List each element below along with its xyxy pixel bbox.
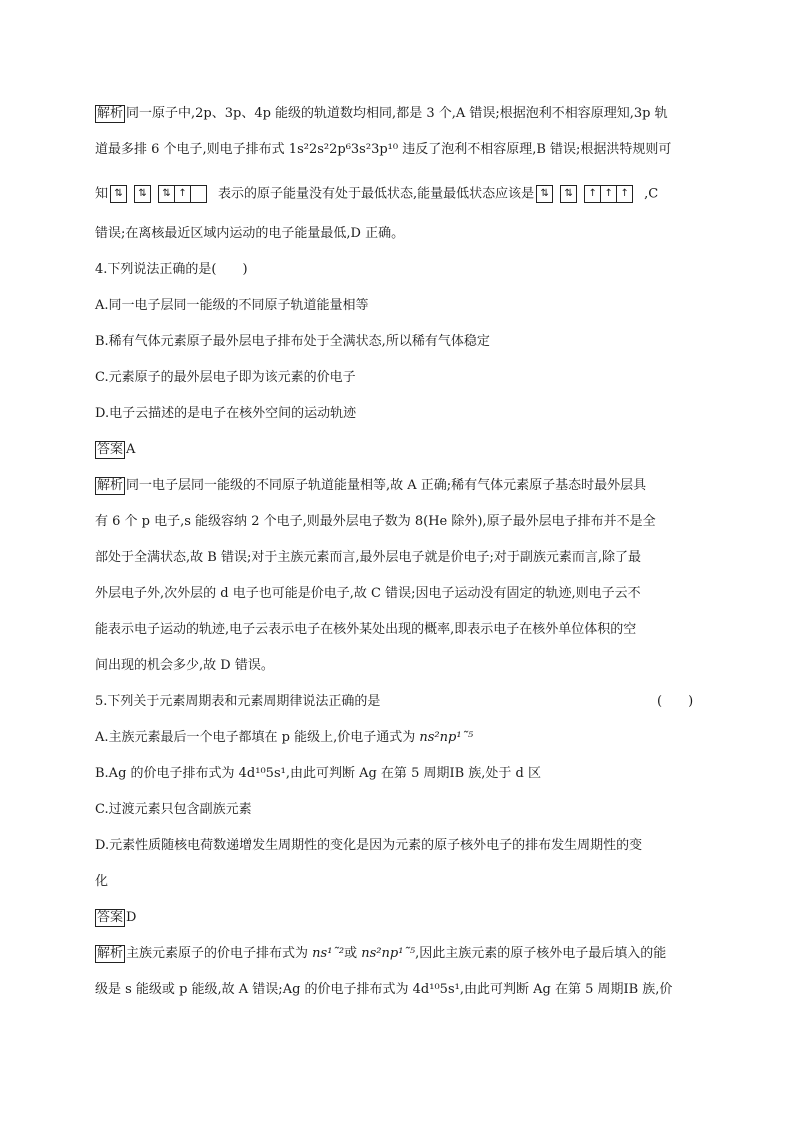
- q4-option-d: D.电子云描述的是电子在核外空间的运动轨迹: [95, 406, 357, 421]
- orbital-box: ↑: [174, 185, 191, 203]
- q4-answer: 答案 A: [97, 442, 136, 457]
- answer-tag: 答案: [97, 910, 124, 925]
- orbital-box: ⇅: [110, 185, 127, 203]
- q4-explanation-line-4: 外层电子外,次外层的 d 电子也可能是价电子,故 C 错误;因电子运动没有固定的轨迹,则电子云不: [95, 586, 641, 601]
- q4-option-b: B.稀有气体元素原子最外层电子排布处于全满状态,所以稀有气体稳定: [95, 334, 490, 349]
- orbital-box: ↑: [616, 185, 633, 203]
- q4-option-a: A.同一电子层同一能级的不同原子轨道能量相等: [95, 298, 369, 313]
- q5-answer: 答案 D: [97, 910, 137, 925]
- explanation-tag: 解析: [97, 946, 124, 961]
- answer-paren: ( ): [657, 694, 694, 709]
- orbital-box: [190, 185, 207, 203]
- q5-stem: 5.下列关于元素周期表和元素周期律说法正确的是 ( ): [95, 692, 705, 712]
- explanation-tag: 解析: [97, 106, 124, 121]
- orbital-box: ↑: [584, 185, 601, 203]
- orbital-group: [159, 184, 207, 204]
- q4-explanation-line-6: 间出现的机会多少,故 D 错误。: [95, 658, 274, 673]
- q5-option-b: B.Ag 的价电子排布式为 4d¹⁰5s¹,由此可判断 Ag 在第 5 周期ⅠB 族,处于 d 区: [95, 766, 542, 781]
- orbital-group: [585, 184, 633, 204]
- orbital-diagram-right: [537, 184, 641, 204]
- orbital-box: ⇅: [536, 185, 553, 203]
- q5-explanation-line-1: 解析 主族元素原子的价电子排布式为 ns¹˜²或 ns²np¹˜⁵,因此主族元素的原子核外电子最后填入的能: [97, 946, 667, 961]
- orbital-group: [111, 184, 127, 204]
- q4-option-c: C.元素原子的最外层电子即为该元素的价电子: [95, 370, 356, 385]
- q5-explanation-line-2: 级是 s 能级或 p 能级,故 A 错误;Ag 的价电子排布式为 4d¹⁰5s¹,由此可判断 Ag 在第 5 周期ⅠB 族,价: [95, 982, 673, 997]
- q4-explanation-line-2: 有 6 个 p 电子,s 能级容纳 2 个电子,则最外层电子数为 8(He 除外),原子最外层电子排布并不是全: [95, 514, 656, 529]
- orbital-group: [135, 184, 151, 204]
- orbital-box: ↑: [600, 185, 617, 203]
- q3-explanation-line-1: 解析 同一原子中,2p、3p、4p 能级的轨道数均相同,都是 3 个,A 错误;根据泡利不相容原理知,3p 轨: [97, 106, 668, 121]
- q3-explanation-line-2: 道最多排 6 个电子,则电子排布式 1s²2s²2p⁶3s²3p¹⁰ 违反了泡利不相容原理,B 错误;根据洪特规则可: [95, 142, 672, 157]
- q4-explanation-line-3: 部处于全满状态,故 B 错误;对于主族元素而言,最外层电子就是价电子;对于副族元素而言,除了最: [95, 550, 641, 565]
- q4-stem: 4.下列说法正确的是( ): [95, 262, 248, 277]
- q5-option-d-line-1: D.元素性质随核电荷数递增发生周期性的变化是因为元素的原子核外电子的排布发生周期性的变: [95, 838, 643, 853]
- orbital-group: [537, 184, 553, 204]
- orbital-box: ⇅: [158, 185, 175, 203]
- answer-tag: 答案: [97, 442, 124, 457]
- q4-explanation-line-5: 能表示电子运动的轨迹,电子云表示电子在核外某处出现的概率,即表示电子在核外单位体积的空: [95, 622, 637, 637]
- q3-explanation-line-4: 错误;在离核最近区域内运动的电子能量最低,D 正确。: [95, 226, 405, 241]
- q5-option-c: C.过渡元素只包含副族元素: [95, 802, 252, 817]
- q3-explanation-line-3: 知 ⇅ ⇅ ⇅ ↑ 表示的原子能量没有处于最低状态,能量最低状态应该是 ⇅ ⇅ ↑ ↑ ↑ ,C: [95, 184, 658, 205]
- orbital-diagram-wrong: [111, 184, 215, 204]
- q5-option-a: A.主族元素最后一个电子都填在 p 能级上,价电子通式为 ns²np¹˜⁵: [95, 730, 474, 745]
- orbital-box: ⇅: [134, 185, 151, 203]
- orbital-box: ⇅: [560, 185, 577, 203]
- explanation-tag: 解析: [97, 478, 124, 493]
- q5-option-d-line-2: 化: [95, 874, 109, 889]
- q4-explanation-line-1: 解析 同一电子层同一能级的不同原子轨道能量相等,故 A 正确;稀有气体元素原子基态时最外层具: [97, 478, 647, 493]
- orbital-group: [561, 184, 577, 204]
